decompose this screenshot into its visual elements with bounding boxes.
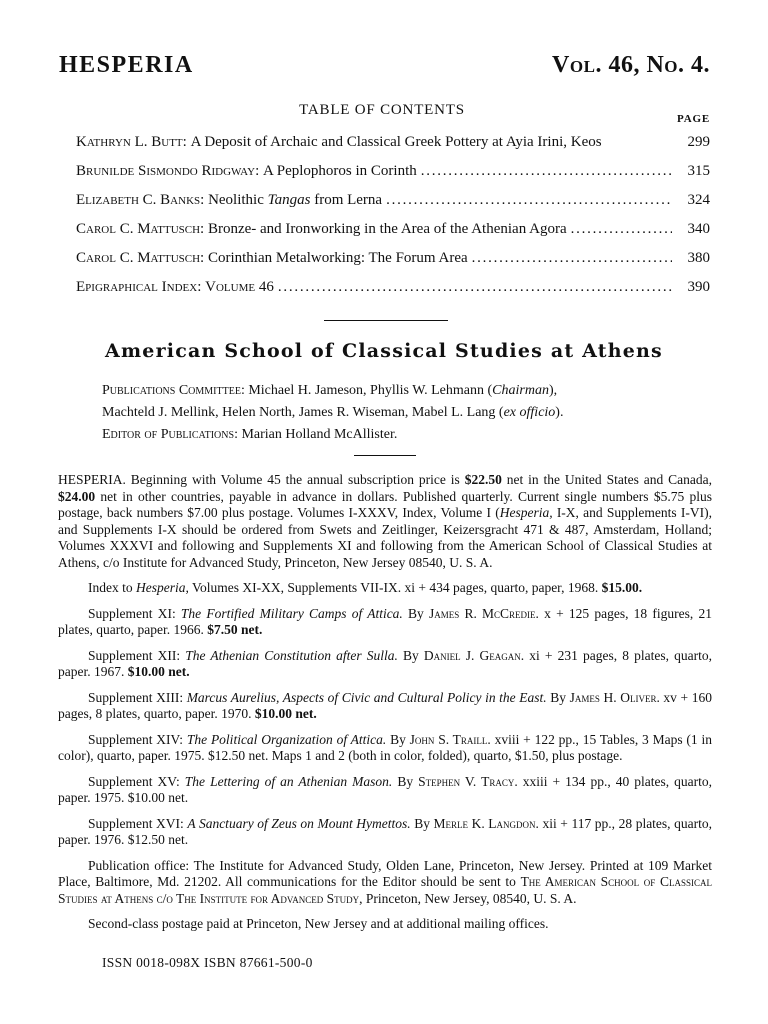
toc-entry: Kathryn L. Butt : A Deposit of Archaic and Classical Greek Pottery at Ayia Irini, Keos 299: [76, 134, 710, 150]
toc-entry: Elizabeth C. Banks : Neolithic Tangas from Lerna . . . 324: [76, 192, 710, 221]
toc-page-number: 315: [687, 163, 710, 179]
toc-article-title: Bronze- and Ironworking in the Area of the Athenian Agora: [207, 221, 567, 237]
toc-article-title: A Deposit of Archaic and Classical Greek Pottery at Ayia Irini, Keos: [190, 134, 602, 150]
toc-entry: Carol C. Mattusch : Corinthian Metalworking: The Forum Area . . . 380: [76, 250, 710, 279]
toc-leader-dots: [472, 250, 672, 267]
committee-members: Machteld J. Mellink, Helen North, James R. Wiseman, Mabel L. Lang (ex officio).: [102, 405, 564, 420]
office-paragraph: Publication office: The Institute for Advanced Study, Olden Lane, Princeton, New Jersey. Printed at 109 Market Place, Baltimore, Md. 21202. All communications for the Editor should be sent to The American School of Classical Studies at Athens c/o The Institute for Advanced Study, Princeton, New Jersey, 08540, U. S. A.: [58, 857, 712, 906]
editor-line: Editor of Publications: Marian Holland McAllister.: [102, 427, 398, 442]
toc-page-number: 299: [687, 134, 710, 150]
supplement-entry: Supplement XIV: The Political Organization of Attica. By John S. Traill. xviii + 122 pp., 15 Tables, 3 Maps (1 in color), quarto, paper. 1975. $12.50 net. Maps 1 and 2 (both in color, folded), quarto, $1.50, plus postage.: [58, 731, 712, 763]
toc-article-title: A Peplophoros in Corinth: [262, 163, 417, 179]
toc-article-title: Neolithic Tangas from Lerna: [208, 192, 383, 208]
publication-notes: [58, 472, 712, 933]
issn-line: ISSN 0018-098X ISBN 87661-500-0: [102, 955, 313, 970]
toc-leader-dots: [571, 221, 672, 238]
committee-block: [102, 380, 712, 446]
postage-note: Second-class postage paid at Princeton, New Jersey and at additional mailing offices.: [88, 916, 549, 931]
toc-author: Kathryn L. Butt: [76, 134, 183, 150]
table-of-contents: [76, 134, 710, 308]
page-column-label: PAGE: [677, 113, 710, 125]
toc-page-number: 324: [687, 192, 710, 208]
toc-article-title: Volume 46: [205, 279, 274, 295]
supplement-entry: Supplement XVI: A Sanctuary of Zeus on Mount Hymettos. By Merle K. Langdon. xii + 117 pp., 28 plates, quarto, paper. 1976. $12.50 net.: [58, 815, 712, 847]
divider-rule: [324, 320, 448, 321]
toc-leader-dots: [421, 163, 672, 180]
school-name: American School of Classical Studies at Athens: [105, 340, 663, 362]
toc-article-title: Corinthian Metalworking: The Forum Area: [207, 250, 468, 266]
supplement-entry: Supplement XV: The Lettering of an Athenian Mason. By Stephen V. Tracy. xxiii + 134 pp., 40 plates, quarto, paper. 1975. $10.00 net.: [58, 773, 713, 805]
divider-rule-short: [354, 455, 416, 456]
subscription-paragraph: HESPERIA. Beginning with Volume 45 the annual subscription price is $22.50 net in the United States and Canada, $24.00 net in other countries, payable in advance in dollars. Published quarterly. Current single numbers $5.75 plus postage, back numbers $7.00 plus postage. Volumes I-XXXV, Index, Volume I (Hesperia, I-X, and Supplements I-VI), and Supplements I-X should be ordered from Swets and Zeitlinger, Keizersgracht 471 & 487, Amsterdam, Holland; Volumes XXXVI and following and Supplements XI and following from the American School of Classical Studies at Athens, c/o Institute for Advanced Study, Princeton, New Jersey 08540, U. S. A.: [58, 472, 712, 570]
supplement-entry: Supplement XI: The Fortified Military Camps of Attica. By James R. McCredie. x + 125 pages, 18 figures, 21 plates, quarto, paper. 1966. $7.50 net.: [58, 605, 712, 637]
toc-author: Carol C. Mattusch: [76, 250, 201, 266]
toc-author: Brunilde Sismondo Ridgway: [76, 163, 256, 179]
toc-author: Carol C. Mattusch: [76, 221, 201, 237]
toc-heading: TABLE OF CONTENTS: [299, 102, 465, 118]
supplement-entry: Supplement XII: The Athenian Constitution after Sulla. By Daniel J. Geagan. xi + 231 pages, 8 plates, quarto, paper. 1967. $10.00 net.: [58, 647, 712, 679]
journal-title: HESPERIA: [59, 52, 194, 78]
toc-leader-dots: [278, 279, 672, 296]
publications-committee: Publications Committee: Michael H. Jameson, Phyllis W. Lehmann (Chairman),: [102, 383, 558, 398]
toc-entry: Carol C. Mattusch : Bronze- and Ironworking in the Area of the Athenian Agora . . . 340: [76, 221, 710, 250]
toc-leader-dots: [386, 192, 672, 209]
toc-author: Epigraphical Index: [76, 279, 198, 295]
volume-number: Vol. 46, No. 4.: [552, 52, 710, 78]
toc-author: Elizabeth C. Banks: [76, 192, 201, 208]
toc-page-number: 380: [687, 250, 710, 266]
toc-entry: Epigraphical Index : Volume 46 . . . 390: [76, 279, 710, 308]
supplement-entry: Supplement XIII: Marcus Aurelius, Aspects of Civic and Cultural Policy in the East. By James H. Oliver. xv + 160 pages, 8 plates, quarto, paper. 1970. $10.00 net.: [58, 689, 712, 721]
index-entry: Index to Hesperia, Volumes XI-XX, Supplements VII-IX. xi + 434 pages, quarto, paper, 1968. $15.00.: [88, 580, 643, 595]
toc-page-number: 390: [687, 279, 710, 295]
toc-entry: Brunilde Sismondo Ridgway : A Peplophoros in Corinth . . . 315: [76, 163, 710, 192]
toc-page-number: 340: [687, 221, 710, 237]
